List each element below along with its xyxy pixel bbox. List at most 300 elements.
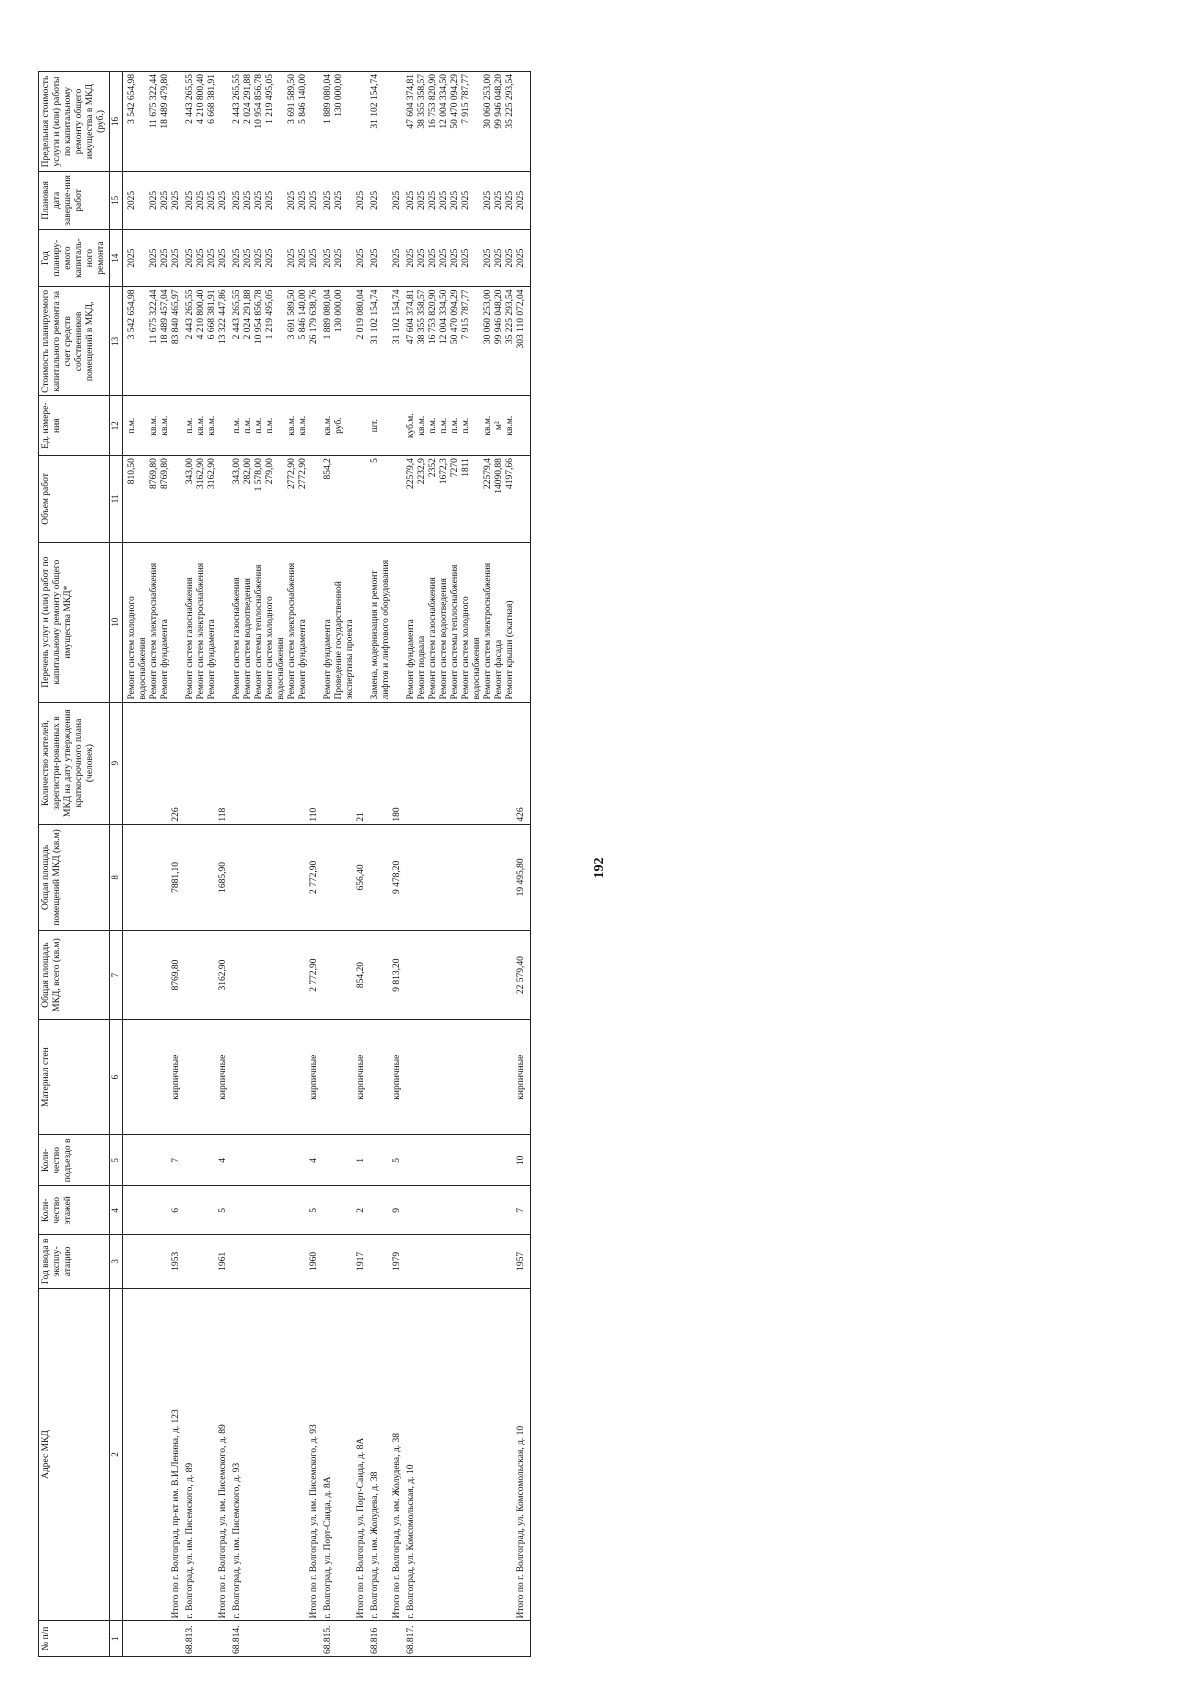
row-number [123,1621,150,1657]
empty-cell [265,1135,287,1186]
work-row [334,72,356,1657]
column-header: Год планиру-емого капиталь-ного ремонта [39,229,110,287]
completion-date: 2025 [505,172,516,230]
empty-cell [516,1621,531,1657]
work-row [439,72,450,1657]
empty-cell [505,1235,516,1288]
empty-cell [254,1186,265,1235]
column-number: 2 [110,1288,123,1621]
address [243,1288,254,1621]
limit-cost: 12 004 334,50 [439,72,450,172]
repair-year: 2025 [171,229,185,287]
empty-cell [370,1186,392,1235]
empty-cell [406,1019,417,1134]
empty-cell [185,1235,196,1288]
row-number [505,1621,516,1657]
address: г. Волгоград, ул. им. Жолудева, д. 38 [370,1288,392,1621]
empty-cell [254,702,265,824]
empty-cell [171,396,185,456]
repair-year: 2025 [323,229,334,287]
commission-year: 1961 [218,1235,232,1288]
empty-cell [254,1235,265,1288]
residents: 110 [309,702,323,824]
unit: п.м. [439,396,450,456]
empty-cell [196,1135,207,1186]
repair-year: 2025 [505,229,516,287]
empty-cell [160,824,171,931]
empty-cell [428,1135,439,1186]
repair-year: 2025 [218,229,232,287]
wall-material: кирпичные [309,1019,323,1134]
work-row [323,72,334,1657]
address [494,1288,505,1621]
total-area: 9 813,20 [392,931,406,1020]
work-type: Ремонт систем электроснабжения [149,542,160,702]
empty-cell [123,1019,150,1134]
column-number: 5 [110,1135,123,1186]
empty-cell [207,931,218,1020]
column-header: Коли-чество этажей [39,1186,110,1235]
row-number [207,1621,218,1657]
repair-year: 2025 [461,229,483,287]
empty-cell [406,931,417,1020]
column-number: 12 [110,396,123,456]
address [287,1288,298,1621]
row-number: 68.814. [232,1621,243,1657]
work-volume: 5 [370,456,392,543]
total-address: Итого по г. Волгоград, ул. им. Писемского, д. 93 [309,1288,323,1621]
repair-year: 2025 [450,229,461,287]
empty-cell [254,931,265,1020]
empty-cell [406,1235,417,1288]
empty-cell [171,542,185,702]
repair-year: 2025 [196,229,207,287]
address [298,1288,309,1621]
residents: 226 [171,702,185,824]
row-number [298,1621,309,1657]
completion-date: 2025 [287,172,298,230]
limit-cost: 16 753 820,90 [428,72,439,172]
planned-cost: 2 024 291,88 [243,287,254,396]
empty-cell [392,72,406,172]
column-header: Ед. измере-ния [39,396,110,456]
empty-cell [243,931,254,1020]
empty-cell [323,1135,334,1186]
planned-cost: 16 753 820,90 [428,287,439,396]
empty-cell [232,702,243,824]
row-number [450,1621,461,1657]
limit-cost: 3 691 589,50 [287,72,298,172]
empty-cell [505,1135,516,1186]
total-cost: 2 019 080,04 [356,287,370,396]
work-volume: 343,00 [232,456,243,543]
empty-cell [287,702,298,824]
empty-cell [123,1186,150,1235]
empty-cell [287,1186,298,1235]
completion-date: 2025 [494,172,505,230]
limit-cost: 50 470 094,29 [450,72,461,172]
residents: 21 [356,702,370,824]
column-header: Предельная стоимость услуги и (или) работы по капитальному ремонту общего имущества в МКД (руб.) [39,72,110,172]
empty-cell [298,931,309,1020]
repair-year: 2025 [439,229,450,287]
unit: куб.м. [406,396,417,456]
work-volume: 8769,80 [149,456,160,543]
total-cost: 31 102 154,74 [392,287,406,396]
work-type: Ремонт систем холодного водоснабжения [123,542,150,702]
empty-cell [334,1186,356,1235]
empty-cell [428,1186,439,1235]
empty-cell [185,824,196,931]
completion-date: 2025 [207,172,218,230]
planned-cost: 4 210 800,40 [196,287,207,396]
column-number: 6 [110,1019,123,1134]
repair-year: 2025 [287,229,298,287]
work-row [483,72,494,1657]
empty-cell [196,1235,207,1288]
row-number [160,1621,171,1657]
empty-cell [196,931,207,1020]
planned-cost: 130 000,00 [334,287,356,396]
completion-date: 2025 [450,172,461,230]
planned-cost: 35 225 293,54 [505,287,516,396]
repair-year: 2025 [254,229,265,287]
limit-cost: 7 915 787,77 [461,72,483,172]
empty-cell [450,1186,461,1235]
address [123,1288,150,1621]
floors: 6 [171,1186,185,1235]
work-volume: 14090,88 [494,456,505,543]
empty-cell [334,1019,356,1134]
empty-cell [483,931,494,1020]
repair-year: 2025 [428,229,439,287]
floors: 5 [218,1186,232,1235]
empty-cell [185,931,196,1020]
column-number: 10 [110,542,123,702]
work-volume: 1811 [461,456,483,543]
work-type: Ремонт фундамента [323,542,334,702]
empty-cell [406,1186,417,1235]
completion-date: 2025 [334,172,356,230]
address [160,1288,171,1621]
empty-cell [243,1019,254,1134]
work-type: Ремонт систем газоснабжения [428,542,439,702]
work-volume: 22579,4 [406,456,417,543]
limit-cost: 5 846 140,00 [298,72,309,172]
column-number: 16 [110,72,123,172]
planned-cost: 38 355 358,57 [417,287,428,396]
work-volume: 282,00 [243,456,254,543]
row-number [483,1621,494,1657]
wall-material: кирпичные [171,1019,185,1134]
empty-cell [185,1135,196,1186]
work-type: Ремонт фундамента [160,542,171,702]
repair-year: 2025 [406,229,417,287]
empty-cell [439,1186,450,1235]
address [334,1288,356,1621]
unit: кв.м. [417,396,428,456]
row-number [265,1621,287,1657]
limit-cost: 99 946 048,20 [494,72,505,172]
work-volume: 343,00 [185,456,196,543]
empty-cell [207,1235,218,1288]
header-row [39,72,110,1657]
empty-cell [428,931,439,1020]
wall-material: кирпичные [356,1019,370,1134]
entrances: 7 [171,1135,185,1186]
work-type: Проведение государственной экспертизы проекта [334,542,356,702]
empty-cell [323,1019,334,1134]
work-row [160,72,171,1657]
empty-cell [461,1186,483,1235]
total-row [516,72,531,1657]
address [483,1288,494,1621]
work-type: Ремонт фундамента [298,542,309,702]
address [505,1288,516,1621]
repair-year: 2025 [243,229,254,287]
row-number [334,1621,356,1657]
residents: 426 [516,702,531,824]
row-number [494,1621,505,1657]
empty-cell [218,72,232,172]
empty-cell [439,931,450,1020]
total-row [171,72,185,1657]
address [450,1288,461,1621]
column-header: Коли-чество подъездо в [39,1135,110,1186]
completion-date: 2025 [254,172,265,230]
work-volume: 2772,90 [298,456,309,543]
empty-cell [196,1186,207,1235]
empty-cell [439,1019,450,1134]
work-type: Ремонт систем водоотведения [439,542,450,702]
planned-cost: 2 443 265,55 [232,287,243,396]
work-type: Ремонт фундамента [406,542,417,702]
empty-cell [232,1235,243,1288]
row-number [417,1621,428,1657]
empty-cell [298,1019,309,1134]
empty-cell [505,702,516,824]
entrances: 4 [218,1135,232,1186]
work-row [265,72,287,1657]
empty-cell [483,1019,494,1134]
work-row [123,72,150,1657]
empty-cell [265,702,287,824]
empty-cell [265,824,287,931]
work-row [505,72,516,1657]
empty-cell [461,824,483,931]
column-number: 3 [110,1235,123,1288]
empty-cell [323,1235,334,1288]
unit: кв.м. [298,396,309,456]
repair-year: 2025 [370,229,392,287]
residents: 180 [392,702,406,824]
column-header: Плановая дата заверше-ния работ [39,172,110,230]
empty-cell [243,1135,254,1186]
planned-cost: 3 542 654,98 [123,287,150,396]
empty-cell [334,824,356,931]
completion-date: 2025 [309,172,323,230]
work-volume: 22579,4 [483,456,494,543]
empty-cell [505,1186,516,1235]
repair-plan-table [38,71,531,1657]
total-area: 8769,80 [171,931,185,1020]
repair-year: 2025 [356,229,370,287]
empty-cell [392,1621,406,1657]
empty-cell [160,702,171,824]
work-row [450,72,461,1657]
total-cost: 83 840 465,97 [171,287,185,396]
planned-cost: 2 443 265,55 [185,287,196,396]
column-number: 7 [110,931,123,1020]
repair-year: 2025 [232,229,243,287]
empty-cell [196,1019,207,1134]
empty-cell [392,542,406,702]
total-cost: 13 322 447,86 [218,287,232,396]
work-type: Замена, модернизация и ремонт лифтов и лифтового оборудования [370,542,392,702]
total-row [218,72,232,1657]
empty-cell [309,396,323,456]
column-header: № п/п [39,1621,110,1657]
empty-cell [309,72,323,172]
empty-cell [287,1135,298,1186]
row-number [149,1621,160,1657]
completion-date: 2025 [417,172,428,230]
column-number: 1 [110,1621,123,1657]
limit-cost: 18 489 479,80 [160,72,171,172]
unit: п.м. [254,396,265,456]
empty-cell [185,1186,196,1235]
column-header: Адрес МКД [39,1288,110,1621]
work-volume: 3162,90 [196,456,207,543]
work-type: Ремонт систем электроснабжения [196,542,207,702]
empty-cell [149,1186,160,1235]
address: г. Волгоград, ул. им. Писемского, д. 89 [185,1288,196,1621]
empty-cell [356,542,370,702]
wall-material: кирпичные [392,1019,406,1134]
empty-cell [298,1186,309,1235]
unit: кв.м. [505,396,516,456]
floors: 7 [516,1186,531,1235]
completion-date: 2025 [149,172,160,230]
completion-date: 2025 [406,172,417,230]
work-row [494,72,505,1657]
work-row [243,72,254,1657]
empty-cell [207,1019,218,1134]
repair-year: 2025 [392,229,406,287]
empty-cell [494,702,505,824]
empty-cell [160,931,171,1020]
planned-cost: 30 060 253,00 [483,287,494,396]
total-row [392,72,406,1657]
empty-cell [428,702,439,824]
empty-cell [243,824,254,931]
row-number [428,1621,439,1657]
address: г. Волгоград, ул. Порт-Саида, д. 8А [323,1288,334,1621]
table-body [123,72,531,1657]
planned-cost: 1 889 080,04 [323,287,334,396]
empty-cell [450,1019,461,1134]
limit-cost: 2 443 265,55 [185,72,196,172]
rooms-area: 7881,10 [171,824,185,931]
entrances: 4 [309,1135,323,1186]
column-number: 4 [110,1186,123,1235]
empty-cell [428,1235,439,1288]
empty-cell [461,1019,483,1134]
empty-cell [160,1235,171,1288]
empty-cell [160,1135,171,1186]
limit-cost: 38 355 358,57 [417,72,428,172]
work-row [232,72,243,1657]
work-type: Ремонт подвала [417,542,428,702]
completion-date: 2025 [232,172,243,230]
empty-cell [494,824,505,931]
limit-cost: 2 024 291,88 [243,72,254,172]
empty-cell [356,396,370,456]
repair-year: 2025 [309,229,323,287]
planned-cost: 5 846 140,00 [298,287,309,396]
work-volume: 854,2 [323,456,334,543]
total-area: 854,20 [356,931,370,1020]
empty-cell [417,1019,428,1134]
empty-cell [218,396,232,456]
empty-cell [428,824,439,931]
empty-cell [516,396,531,456]
rotated-table-container [0,29,1200,1669]
empty-cell [406,1135,417,1186]
empty-cell [417,931,428,1020]
work-row [370,72,392,1657]
empty-cell [243,1186,254,1235]
repair-year: 2025 [185,229,196,287]
empty-cell [450,702,461,824]
work-volume: 2232,9 [417,456,428,543]
unit: п.м. [265,396,287,456]
empty-cell [232,1019,243,1134]
completion-date: 2025 [160,172,171,230]
limit-cost: 47 604 374,81 [406,72,417,172]
empty-cell [439,824,450,931]
total-row [356,72,370,1657]
empty-cell [406,824,417,931]
column-number: 9 [110,702,123,824]
total-address: Итого по г. Волгоград, пр-кт им. В.И.Ленина, д. 123 [171,1288,185,1621]
row-number [461,1621,483,1657]
planned-cost: 12 004 334,50 [439,287,450,396]
work-type: Ремонт систем холодного водоснабжения [461,542,483,702]
empty-cell [417,1235,428,1288]
limit-cost: 2 443 265,55 [232,72,243,172]
empty-cell [287,931,298,1020]
work-volume: 3162,90 [207,456,218,543]
commission-year: 1953 [171,1235,185,1288]
empty-cell [417,702,428,824]
planned-cost: 3 691 589,50 [287,287,298,396]
address [461,1288,483,1621]
empty-cell [450,824,461,931]
empty-cell [254,1135,265,1186]
column-number: 11 [110,456,123,543]
planned-cost: 10 954 856,78 [254,287,265,396]
empty-cell [207,824,218,931]
column-header: Стоимость планируемого капитального ремонта за счет средств собственников помещений в МКД, [39,287,110,396]
work-type: Ремонт фасада [494,542,505,702]
empty-cell [323,1186,334,1235]
empty-cell [461,1235,483,1288]
row-number: 68.815. [323,1621,334,1657]
empty-cell [149,824,160,931]
empty-cell [483,1235,494,1288]
empty-cell [483,1135,494,1186]
